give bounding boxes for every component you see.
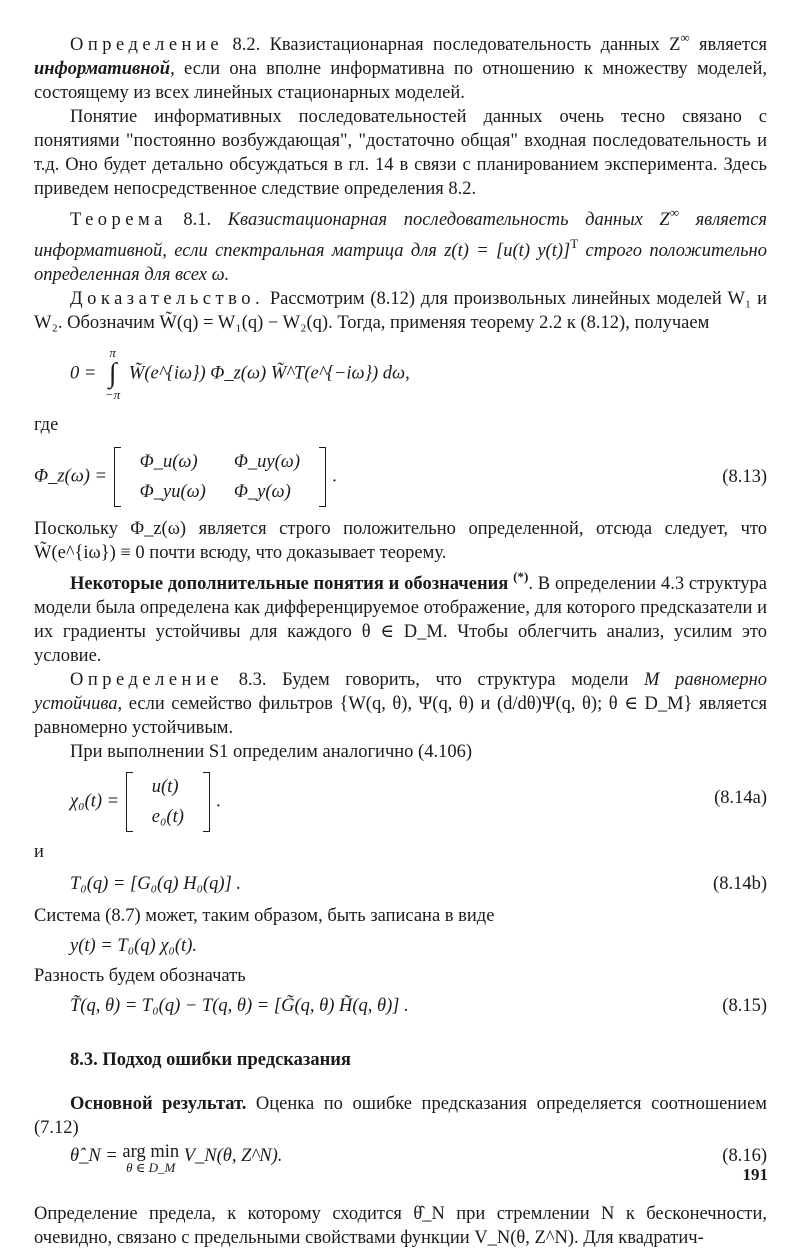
equation-8-15: T̃(q, θ) = T₀(q) − T(q, θ) = [G̃(q, θ) H̃(q, θ)] . (8.15) bbox=[70, 996, 767, 1016]
paragraph-main-result: Основной результат. Оценка по ошибке предсказания определяется соотношением (7.12) bbox=[34, 1094, 767, 1138]
paragraph-informative: Понятие информативных последовательностей данных очень тесно связано с понятиями "постоянно возбуждающая", "достаточно общая" входная последовательность и т.д. Оно будет детально обсуждаться в гл. 14 в связи с планированием эксперимента. Здесь приведем непосредственное следствие определения 8.2. bbox=[34, 107, 767, 199]
definition-8-3: Определение 8.3. Будем говорить, что структура модели M равномерно устойчива, если семейство фильтров {W(q, θ), Ψ(q, θ) и (d/dθ)Ψ(q, θ); θ ∈ D_M} является равномерно устойчивым. bbox=[34, 670, 768, 738]
paragraph-difference: Разность будем обозначать bbox=[34, 966, 246, 986]
paragraph-system: Система (8.7) может, таким образом, быть записана в виде bbox=[34, 906, 495, 926]
and-word: и bbox=[34, 842, 44, 862]
equation-integral: 0 = π ∫ −π W̃(e^{iω}) Φ_z(ω) W̃^T(e^{−iω}) dω, bbox=[70, 345, 410, 402]
theorem-8-1: Теорема 8.1. Квазистационарная последовательность данных Z∞ является информативной, если спектральная матрица для z(t) = [u(t) y(t)]$^T$ строго положительно определенная для всех ω. bbox=[34, 205, 768, 285]
equation-system: y(t) = T₀(q) χ₀(t). bbox=[70, 936, 197, 956]
defined-term: информативной bbox=[34, 59, 171, 79]
page-number: 191 bbox=[742, 1165, 768, 1184]
equation-number: (8.15) bbox=[722, 996, 767, 1016]
equation-8-14a: χ₀(t) = u(t) e₀(t) . (8.14a) bbox=[70, 772, 767, 832]
equation-number: (8.16) bbox=[722, 1146, 767, 1166]
equation-number: (8.13) bbox=[722, 467, 767, 487]
paragraph-since: Поскольку Φ_z(ω) является строго положительно определенной, отсюда следует, что W̃(e^{iω}) ≡ 0 почти всюду, что доказывает теорему. bbox=[34, 519, 767, 563]
section-heading: 8.3. Подход ошибки предсказания bbox=[70, 1050, 351, 1070]
equation-number: (8.14b) bbox=[713, 874, 767, 894]
page-body bbox=[34, 26, 767, 1250]
proof: Доказательство. Рассмотрим (8.12) для произвольных линейных моделей W₁ и W₂. Обозначим W̃(q) = W₁(q) − W₂(q). Тогда, применяя теорему 2.2 к (8.12), получаем bbox=[34, 289, 767, 333]
integral-sign: π ∫ −π bbox=[104, 345, 121, 402]
equation-8-16: θ̂_N = arg min θ ∈ D_M V_N(θ, Z^N). (8.16) bbox=[70, 1142, 767, 1175]
equation-8-13: Φ_z(ω) = Φ_u(ω) Φ_uy(ω) Φ_yu(ω) Φ_y(ω) . (8.13) bbox=[34, 447, 767, 507]
paragraph-limit: Определение предела, к которому сходится θ̂_N при стремлении N к бесконечности, очевидно, связано с предельными свойствами функции V_N(θ, Z^N). Для квадратич- bbox=[34, 1204, 767, 1248]
where-word: где bbox=[34, 415, 59, 435]
definition-number: 8.2. bbox=[232, 35, 261, 55]
argmin-operator: arg min θ ∈ D_M bbox=[122, 1142, 180, 1175]
theorem-number: 8.1. bbox=[183, 210, 212, 230]
definition-label: Определение bbox=[70, 35, 224, 55]
proof-label: Доказательство. bbox=[70, 289, 265, 309]
definition-label: Определение bbox=[70, 670, 224, 690]
equation-number: (8.14a) bbox=[714, 788, 767, 808]
paragraph-s1: При выполнении S1 определим аналогично (4.106) bbox=[70, 742, 472, 762]
vector: u(t) e₀(t) bbox=[124, 772, 212, 832]
theorem-label: Теорема bbox=[70, 210, 167, 230]
paragraph-additional: Некоторые дополнительные понятия и обозначения (*). В определении 4.3 структура модели была определена как дифференцируемое отображение, для которого предсказатели и их градиенты устойчивы для каждого θ ∈ D_M. Чтобы облегчить анализ, усилим это условие. bbox=[34, 569, 768, 666]
definition-8-2: Определение 8.2. Квазистационарная последовательность данных Z∞ является информативной, если она вполне информативна по отношению к множеству моделей, состоящему из всех линейных стационарных моделей. bbox=[34, 30, 768, 103]
spectral-matrix: Φ_u(ω) Φ_uy(ω) Φ_yu(ω) Φ_y(ω) bbox=[112, 447, 328, 507]
defined-term: M равномерно устойчива bbox=[34, 670, 768, 714]
equation-8-14b: T₀(q) = [G₀(q) H₀(q)] . (8.14b) bbox=[70, 874, 767, 894]
